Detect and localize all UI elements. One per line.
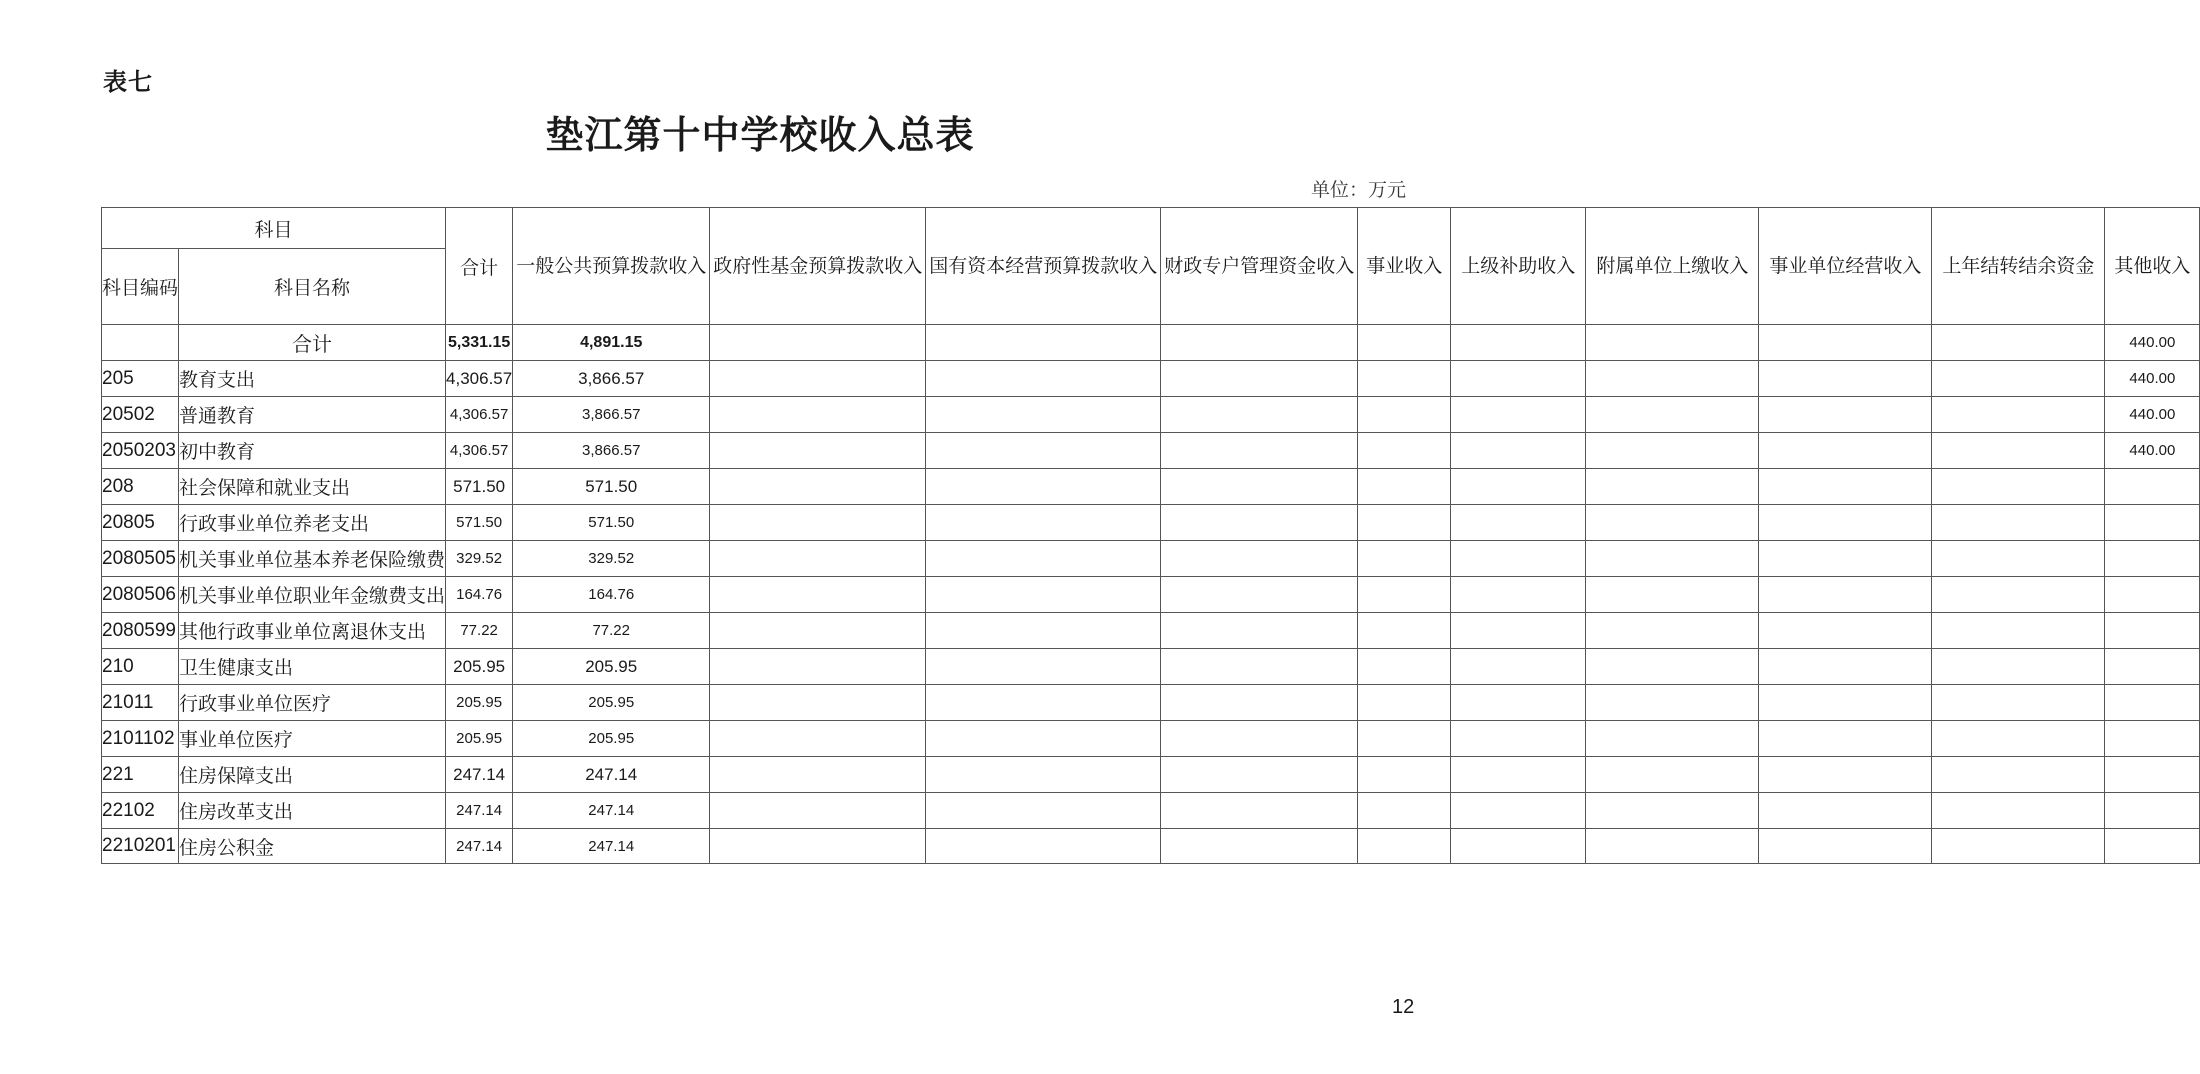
- empty-cell: [710, 649, 926, 685]
- empty-cell: [1451, 505, 1586, 541]
- amount-general-budget: 205.95: [513, 685, 710, 721]
- subject-name: 卫生健康支出: [179, 649, 446, 685]
- subject-code: 2210201: [102, 829, 179, 864]
- empty-cell: [1586, 721, 1759, 757]
- amount-total: 205.95: [446, 649, 513, 685]
- table-row: [102, 541, 2200, 577]
- unit-label: 单位：万元: [1310, 179, 1406, 201]
- amount-other-income: [2105, 505, 2200, 541]
- empty-cell: [1451, 613, 1586, 649]
- amount-other-income: [2105, 685, 2200, 721]
- amount-other-income: [2105, 757, 2200, 793]
- total-row: [102, 325, 2200, 361]
- subject-code: 221: [102, 757, 179, 793]
- amount-other-income: [2105, 613, 2200, 649]
- amount-other-income: [2105, 793, 2200, 829]
- table-row: [102, 685, 2200, 721]
- empty-cell: [1161, 685, 1358, 721]
- subject-code: 2080505: [102, 541, 179, 577]
- name-header: 科目名称: [179, 249, 446, 325]
- empty-cell: [1358, 433, 1451, 469]
- empty-cell: [1586, 685, 1759, 721]
- empty-cell: [926, 613, 1161, 649]
- total-code-cell: [102, 325, 179, 361]
- empty-cell: [1932, 757, 2105, 793]
- empty-cell: [1358, 397, 1451, 433]
- amount-total: 205.95: [446, 685, 513, 721]
- empty-cell: [710, 361, 926, 397]
- empty-cell: [1451, 433, 1586, 469]
- empty-cell: [926, 541, 1161, 577]
- amount-general-budget: 3,866.57: [513, 433, 710, 469]
- amount-general-budget: 77.22: [513, 613, 710, 649]
- table-row: [102, 721, 2200, 757]
- empty-cell: [926, 721, 1161, 757]
- empty-cell: [1586, 541, 1759, 577]
- empty-cell: [1586, 505, 1759, 541]
- empty-cell: [1932, 577, 2105, 613]
- empty-cell: [1451, 541, 1586, 577]
- empty-cell: [1759, 433, 1932, 469]
- empty-cell: [1932, 649, 2105, 685]
- empty-cell: [1586, 361, 1759, 397]
- amount-general-budget: 329.52: [513, 541, 710, 577]
- subject-header: 科目: [102, 208, 446, 249]
- empty-cell: [926, 397, 1161, 433]
- empty-cell: [1161, 577, 1358, 613]
- amount-other-income: 440.00: [2105, 361, 2200, 397]
- amount-general-budget: 205.95: [513, 649, 710, 685]
- empty-cell: [1358, 541, 1451, 577]
- affiliated-turnover-header: 附属单位上缴收入: [1586, 208, 1759, 325]
- amount-general-budget: 247.14: [513, 829, 710, 864]
- empty-cell: [1932, 505, 2105, 541]
- empty-cell: [1161, 793, 1358, 829]
- empty-cell: [710, 757, 926, 793]
- subject-name: 教育支出: [179, 361, 446, 397]
- empty-cell: [1161, 829, 1358, 864]
- subject-name: 机关事业单位职业年金缴费支出: [179, 577, 446, 613]
- superior-subsidy-header: 上级补助收入: [1451, 208, 1586, 325]
- amount-total: 571.50: [446, 505, 513, 541]
- total-general-budget: 4,891.15: [513, 325, 710, 361]
- table-row: [102, 469, 2200, 505]
- empty-cell: [1451, 469, 1586, 505]
- amount-other-income: [2105, 541, 2200, 577]
- empty-cell: [1759, 397, 1932, 433]
- income-summary-table: [101, 207, 2200, 864]
- subject-name: 行政事业单位养老支出: [179, 505, 446, 541]
- other-income-header: 其他收入: [2105, 208, 2200, 325]
- empty-cell: [1932, 325, 2105, 361]
- empty-cell: [926, 505, 1161, 541]
- empty-cell: [710, 325, 926, 361]
- empty-cell: [1759, 829, 1932, 864]
- code-header: 科目编码: [102, 249, 179, 325]
- empty-cell: [1161, 505, 1358, 541]
- empty-cell: [1759, 361, 1932, 397]
- empty-cell: [1759, 541, 1932, 577]
- empty-cell: [1586, 649, 1759, 685]
- empty-cell: [1586, 433, 1759, 469]
- empty-cell: [1932, 829, 2105, 864]
- state-capital-header: 国有资本经营预算拨款收入: [926, 208, 1161, 325]
- empty-cell: [1161, 721, 1358, 757]
- amount-general-budget: 205.95: [513, 721, 710, 757]
- empty-cell: [1358, 757, 1451, 793]
- amount-total: 247.14: [446, 829, 513, 864]
- empty-cell: [1586, 829, 1759, 864]
- empty-cell: [710, 397, 926, 433]
- empty-cell: [1161, 469, 1358, 505]
- empty-cell: [1586, 577, 1759, 613]
- subject-name: 住房公积金: [179, 829, 446, 864]
- empty-cell: [1161, 433, 1358, 469]
- empty-cell: [1358, 685, 1451, 721]
- table-row: [102, 577, 2200, 613]
- subject-name: 机关事业单位基本养老保险缴费: [179, 541, 446, 577]
- empty-cell: [1451, 757, 1586, 793]
- subject-code: 210: [102, 649, 179, 685]
- amount-general-budget: 164.76: [513, 577, 710, 613]
- empty-cell: [1759, 649, 1932, 685]
- empty-cell: [1759, 757, 1932, 793]
- empty-cell: [926, 829, 1161, 864]
- empty-cell: [1358, 649, 1451, 685]
- empty-cell: [1451, 397, 1586, 433]
- table-row: [102, 757, 2200, 793]
- carryover-header: 上年结转结余资金: [1932, 208, 2105, 325]
- empty-cell: [1932, 469, 2105, 505]
- empty-cell: [710, 505, 926, 541]
- empty-cell: [710, 577, 926, 613]
- subject-name: 事业单位医疗: [179, 721, 446, 757]
- subject-name: 初中教育: [179, 433, 446, 469]
- empty-cell: [1932, 397, 2105, 433]
- gov-fund-header: 政府性基金预算拨款收入: [710, 208, 926, 325]
- empty-cell: [1932, 721, 2105, 757]
- empty-cell: [710, 613, 926, 649]
- empty-cell: [926, 433, 1161, 469]
- empty-cell: [926, 793, 1161, 829]
- empty-cell: [1586, 613, 1759, 649]
- empty-cell: [710, 433, 926, 469]
- empty-cell: [926, 757, 1161, 793]
- empty-cell: [1932, 541, 2105, 577]
- amount-total: 571.50: [446, 469, 513, 505]
- empty-cell: [1161, 541, 1358, 577]
- subject-code: 20805: [102, 505, 179, 541]
- empty-cell: [926, 361, 1161, 397]
- empty-cell: [926, 469, 1161, 505]
- amount-total: 164.76: [446, 577, 513, 613]
- special-account-header: 财政专户管理资金收入: [1161, 208, 1358, 325]
- amount-other-income: [2105, 469, 2200, 505]
- amount-other-income: [2105, 829, 2200, 864]
- subject-code: 205: [102, 361, 179, 397]
- table-row: [102, 793, 2200, 829]
- empty-cell: [1586, 397, 1759, 433]
- empty-cell: [1586, 793, 1759, 829]
- subject-code: 2050203: [102, 433, 179, 469]
- empty-cell: [1586, 325, 1759, 361]
- empty-cell: [1358, 793, 1451, 829]
- empty-cell: [1451, 793, 1586, 829]
- empty-cell: [1759, 613, 1932, 649]
- subject-code: 2080506: [102, 577, 179, 613]
- empty-cell: [1759, 721, 1932, 757]
- page-number: 12: [1392, 996, 1415, 1018]
- empty-cell: [1358, 613, 1451, 649]
- subject-name: 其他行政事业单位离退休支出: [179, 613, 446, 649]
- empty-cell: [1358, 829, 1451, 864]
- empty-cell: [926, 577, 1161, 613]
- amount-general-budget: 3,866.57: [513, 361, 710, 397]
- empty-cell: [1358, 361, 1451, 397]
- amount-general-budget: 247.14: [513, 793, 710, 829]
- general-budget-header: 一般公共预算拨款收入: [513, 208, 710, 325]
- empty-cell: [1358, 577, 1451, 613]
- table-row: [102, 505, 2200, 541]
- empty-cell: [1932, 613, 2105, 649]
- amount-total: 4,306.57: [446, 433, 513, 469]
- empty-cell: [1759, 469, 1932, 505]
- empty-cell: [1358, 469, 1451, 505]
- empty-cell: [1451, 325, 1586, 361]
- total-header: 合计: [446, 208, 513, 325]
- amount-general-budget: 571.50: [513, 505, 710, 541]
- empty-cell: [1161, 397, 1358, 433]
- amount-total: 247.14: [446, 757, 513, 793]
- empty-cell: [710, 469, 926, 505]
- table-number: 表七: [103, 68, 153, 96]
- total-label: 合计: [179, 325, 446, 361]
- empty-cell: [1586, 469, 1759, 505]
- subject-name: 社会保障和就业支出: [179, 469, 446, 505]
- empty-cell: [1451, 685, 1586, 721]
- table-row: [102, 649, 2200, 685]
- empty-cell: [1451, 721, 1586, 757]
- empty-cell: [710, 541, 926, 577]
- subject-code: 21011: [102, 685, 179, 721]
- table-row: [102, 397, 2200, 433]
- empty-cell: [1451, 649, 1586, 685]
- empty-cell: [710, 829, 926, 864]
- total-amount: 5,331.15: [446, 325, 513, 361]
- subject-code: 20502: [102, 397, 179, 433]
- subject-code: 22102: [102, 793, 179, 829]
- subject-name: 普通教育: [179, 397, 446, 433]
- amount-general-budget: 247.14: [513, 757, 710, 793]
- subject-name: 行政事业单位医疗: [179, 685, 446, 721]
- empty-cell: [926, 325, 1161, 361]
- empty-cell: [1161, 361, 1358, 397]
- amount-other-income: [2105, 577, 2200, 613]
- business-income-header: 事业收入: [1358, 208, 1451, 325]
- empty-cell: [1759, 577, 1932, 613]
- subject-code: 2101102: [102, 721, 179, 757]
- empty-cell: [1161, 613, 1358, 649]
- empty-cell: [1451, 577, 1586, 613]
- empty-cell: [1161, 649, 1358, 685]
- empty-cell: [710, 721, 926, 757]
- empty-cell: [1586, 757, 1759, 793]
- empty-cell: [1451, 829, 1586, 864]
- amount-other-income: 440.00: [2105, 397, 2200, 433]
- amount-other-income: 440.00: [2105, 433, 2200, 469]
- empty-cell: [926, 649, 1161, 685]
- empty-cell: [1759, 685, 1932, 721]
- amount-total: 4,306.57: [446, 361, 513, 397]
- empty-cell: [1932, 793, 2105, 829]
- empty-cell: [1932, 685, 2105, 721]
- amount-total: 77.22: [446, 613, 513, 649]
- table-row: [102, 433, 2200, 469]
- empty-cell: [1358, 721, 1451, 757]
- subject-name: 住房保障支出: [179, 757, 446, 793]
- table-row: [102, 613, 2200, 649]
- amount-total: 247.14: [446, 793, 513, 829]
- empty-cell: [1759, 505, 1932, 541]
- empty-cell: [1759, 793, 1932, 829]
- empty-cell: [1358, 505, 1451, 541]
- business-operation-header: 事业单位经营收入: [1759, 208, 1932, 325]
- empty-cell: [1451, 361, 1586, 397]
- table-row: [102, 829, 2200, 864]
- subject-name: 住房改革支出: [179, 793, 446, 829]
- total-other-income: 440.00: [2105, 325, 2200, 361]
- amount-general-budget: 3,866.57: [513, 397, 710, 433]
- empty-cell: [926, 685, 1161, 721]
- subject-code: 208: [102, 469, 179, 505]
- empty-cell: [1161, 325, 1358, 361]
- amount-general-budget: 571.50: [513, 469, 710, 505]
- subject-code: 2080599: [102, 613, 179, 649]
- amount-other-income: [2105, 649, 2200, 685]
- empty-cell: [1161, 757, 1358, 793]
- amount-total: 329.52: [446, 541, 513, 577]
- empty-cell: [1932, 361, 2105, 397]
- empty-cell: [710, 793, 926, 829]
- empty-cell: [1759, 325, 1932, 361]
- amount-other-income: [2105, 721, 2200, 757]
- empty-cell: [1358, 325, 1451, 361]
- page-title: 垫江第十中学校收入总表: [545, 112, 975, 157]
- empty-cell: [1932, 433, 2105, 469]
- empty-cell: [710, 685, 926, 721]
- amount-total: 205.95: [446, 721, 513, 757]
- amount-total: 4,306.57: [446, 397, 513, 433]
- table-row: [102, 361, 2200, 397]
